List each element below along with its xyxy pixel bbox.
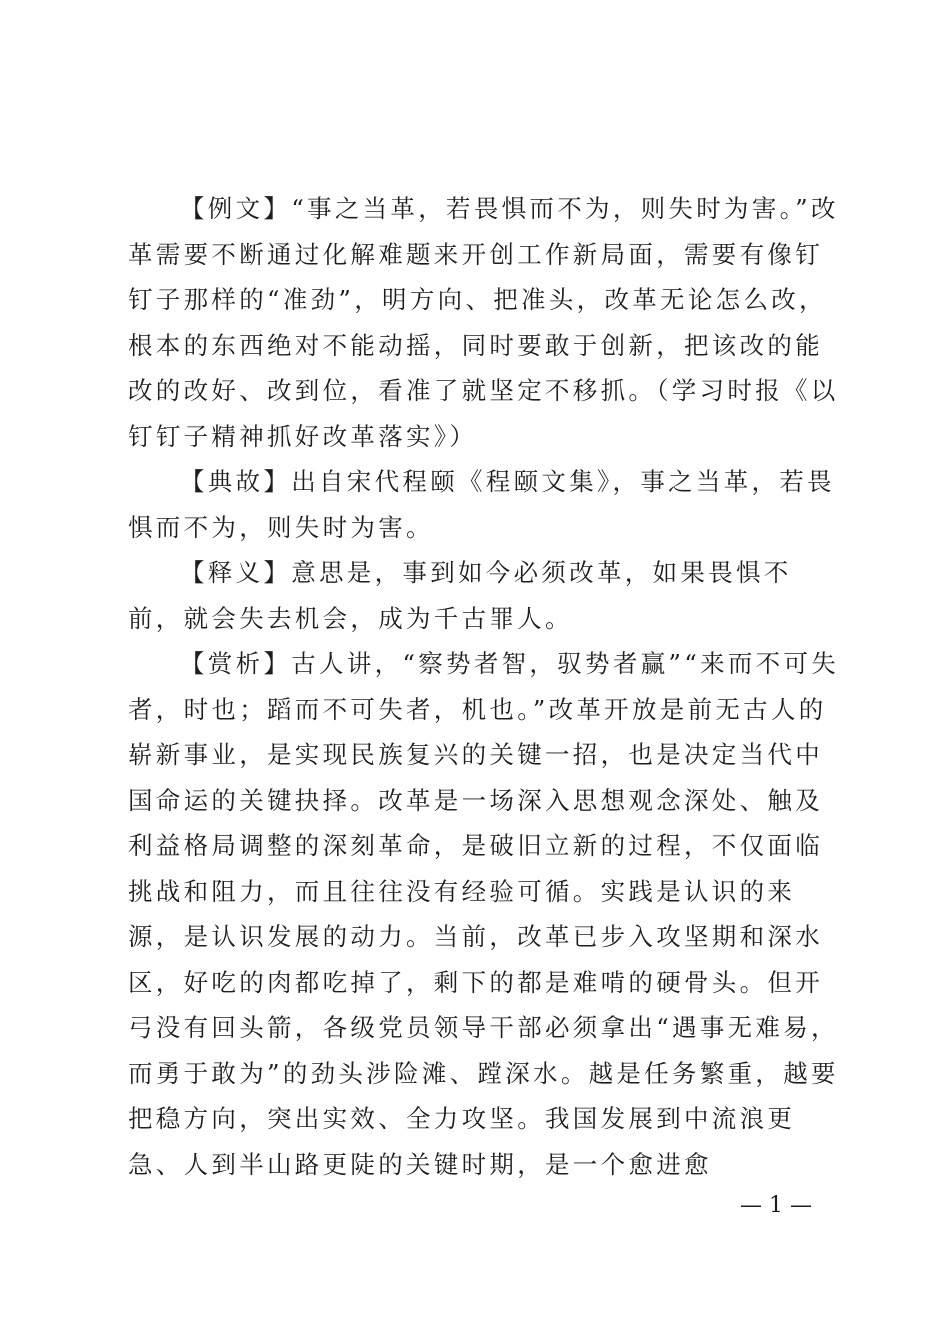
page-number: — 1 — <box>740 1193 812 1218</box>
document-body <box>128 186 840 1187</box>
paragraph-allusion: 【典故】出自宋代程颐《程颐文集》，事之当革，若畏惧而不为，则失时为害。 <box>128 467 835 542</box>
paragraph-example: 【例文】“事之当革，若畏惧而不为，则失时为害。”改革需要不断通过化解难题来开创工作新局面，需要有像钉钉子那样的“准劲”，明方向、把准头，改革无论怎么改，根本的东西绝对不能动摇，同时要敢于创新，把该改的能改的改好、改到位，看准了就坚定不移抓。（学习时报《以钉钉子精神抓好改革落实》） <box>128 194 839 451</box>
paragraph-interpretation: 【释义】意思是，事到如今必须改革，如果畏惧不前，就会失去机会，成为千古罪人。 <box>128 558 792 633</box>
paragraph-appreciation: 【赏析】古人讲，“察势者智，驭势者赢”“来而不可失者，时也；蹈而不可失者，机也。”改革开放是前无古人的崭新事业，是实现民族复兴的关键一招，也是决定当代中国命运的关键抉择。改革是一场深入思想观念深处、触及利益格局调整的深刻革命，是破旧立新的过程，不仅面临挑战和阻力，而且往往没有经验可循。实践是认识的来源，是认识发展的动力。当前，改革已步入攻坚期和深水区，好吃的肉都吃掉了，剩下的都是难啃的硬骨头。但开弓没有回头箭，各级党员领导干部必须拿出“遇事无难易，而勇于敢为”的劲头涉险滩、蹚深水。越是任务繁重，越要把稳方向，突出实效、全力攻坚。我国发展到中流浪更急、人到半山路更陡的关键时期，是一个愈进愈 <box>128 649 840 1179</box>
